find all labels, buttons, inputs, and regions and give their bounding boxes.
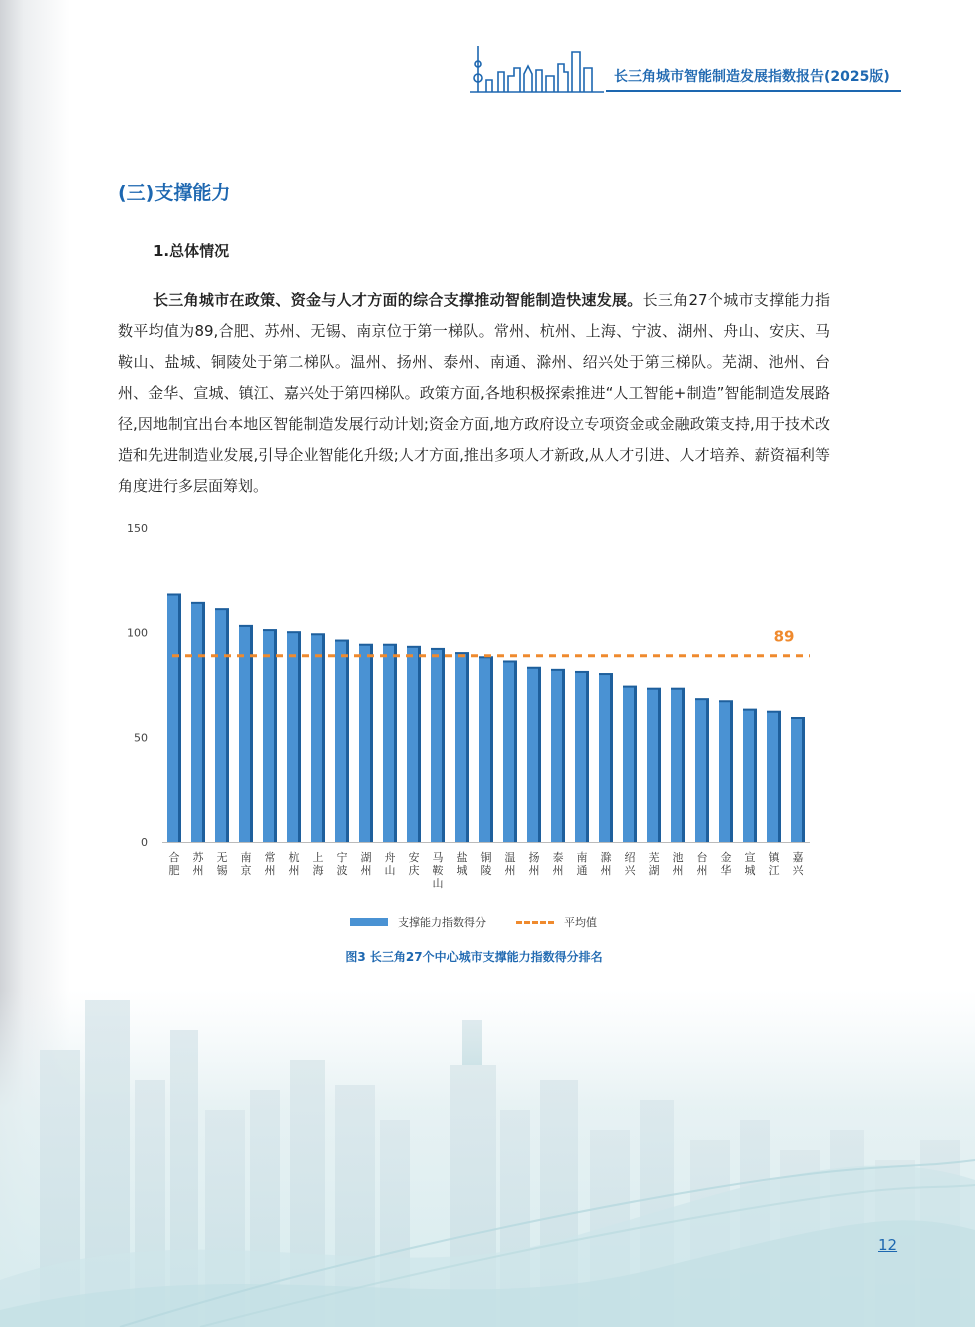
bar-shade xyxy=(658,689,661,842)
bar-shade xyxy=(370,645,373,842)
bar-shade xyxy=(394,645,397,842)
x-tick-label: 海 xyxy=(312,864,324,877)
bar-top xyxy=(743,709,757,711)
lead-sentence: 长三角城市在政策、资金与人才方面的综合支撑推动智能制造快速发展。 xyxy=(153,291,643,309)
x-tick-label: 湖 xyxy=(360,851,372,864)
bar-shade xyxy=(274,631,277,842)
x-tick-label: 城 xyxy=(744,864,756,877)
x-tick-label: 台 xyxy=(696,851,708,864)
y-tick-label: 50 xyxy=(134,731,148,745)
x-tick-label: 鞍 xyxy=(432,864,444,877)
x-tick-label: 安 xyxy=(408,851,420,864)
body-text: 长三角27个城市支撑能力指数平均值为89,合肥、苏州、无锡、南京位于第一梯队。常州、杭州、上海、宁波、湖州、舟山、安庆、马鞍山、盐城、铜陵处于第二梯队。温州、扬州、泰州、南通、滁州、绍兴处于第三梯队。芜湖、池州、台州、金华、宣城、镇江、嘉兴处于第四梯队。政策方面,各地积极探索推进“人工智能+制造”智能制造发展路径,因地制宜出台本地区智能制造发展行动计划;资金方面,地方政府设立专项资金或金融政策支持,用于技术改造和先进制造业发展,引导企业智能化升级;人才方面,推出多项人才新政,从人才引进、人才培养、薪资福利等角度进行多层面筹划。 xyxy=(118,291,830,495)
x-tick-label: 肥 xyxy=(168,864,180,877)
y-tick-label: 100 xyxy=(127,626,148,640)
x-tick-label: 无 xyxy=(216,851,228,864)
bar-top xyxy=(647,688,661,690)
bar-shade xyxy=(250,626,253,842)
bar-top xyxy=(311,633,325,635)
bar-top xyxy=(623,686,637,688)
x-tick-label: 泰 xyxy=(552,851,564,864)
x-tick-label: 金 xyxy=(720,851,732,864)
bar-top xyxy=(407,646,421,648)
bar-shade xyxy=(562,670,565,842)
x-tick-label: 绍 xyxy=(624,851,636,864)
page-number: 12 xyxy=(878,1236,898,1254)
bar-shade xyxy=(754,710,757,842)
bar-shade xyxy=(538,668,541,842)
x-tick-label: 庆 xyxy=(408,864,420,877)
body-paragraph xyxy=(118,285,830,502)
bar-shade xyxy=(802,718,805,842)
x-tick-label: 宣 xyxy=(744,851,756,864)
x-tick-label: 江 xyxy=(768,864,780,877)
bar-top xyxy=(503,660,517,662)
x-tick-label: 州 xyxy=(672,864,684,877)
bar-top xyxy=(359,644,373,646)
legend-bar-swatch xyxy=(350,918,388,926)
x-tick-label: 苏 xyxy=(192,851,204,864)
bar-top xyxy=(335,640,349,642)
x-tick-label: 常 xyxy=(264,851,276,864)
x-tick-label: 上 xyxy=(312,851,324,864)
x-tick-label: 宁 xyxy=(336,851,348,864)
bar-top xyxy=(383,644,397,646)
bar-top xyxy=(431,648,445,650)
bar-top xyxy=(791,717,805,719)
x-tick-label: 州 xyxy=(360,864,372,877)
bar-shade xyxy=(346,641,349,842)
header-divider xyxy=(606,90,901,92)
x-tick-label: 州 xyxy=(696,864,708,877)
x-tick-label: 通 xyxy=(576,864,588,877)
bar-top xyxy=(263,629,277,631)
x-tick-label: 城 xyxy=(456,864,468,877)
x-tick-label: 池 xyxy=(672,851,684,864)
x-tick-label: 南 xyxy=(240,851,252,864)
figure-caption: 图3 长三角27个中心城市支撑能力指数得分排名 xyxy=(345,950,603,964)
bar-shade xyxy=(298,633,301,842)
x-tick-label: 波 xyxy=(336,864,348,877)
bar-top xyxy=(239,625,253,627)
x-tick-label: 南 xyxy=(576,851,588,864)
bar-top xyxy=(215,608,229,610)
x-tick-label: 镇 xyxy=(768,851,780,864)
bar-top xyxy=(527,667,541,669)
x-tick-label: 州 xyxy=(288,864,300,877)
city-skyline-background xyxy=(0,990,975,1327)
bar-shade xyxy=(586,672,589,842)
bar-shade xyxy=(466,654,469,842)
bar-shade xyxy=(682,689,685,842)
x-tick-label: 盐 xyxy=(456,851,468,864)
y-tick-label: 0 xyxy=(141,836,148,849)
bar-top xyxy=(599,673,613,675)
x-tick-label: 州 xyxy=(552,864,564,877)
legend-dash-swatch xyxy=(516,921,554,924)
section-title: (三)支撑能力 xyxy=(118,182,231,204)
bar-shade xyxy=(226,610,229,842)
x-tick-label: 京 xyxy=(240,864,252,877)
bar-shade xyxy=(730,702,733,842)
x-tick-label: 杭 xyxy=(288,851,300,864)
x-tick-label: 合 xyxy=(168,851,180,864)
bar-shade xyxy=(634,687,637,842)
x-tick-label: 山 xyxy=(432,877,444,890)
bar-shade xyxy=(442,649,445,842)
x-tick-label: 华 xyxy=(720,864,732,877)
x-tick-label: 扬 xyxy=(528,851,540,864)
x-tick-label: 兴 xyxy=(624,864,636,877)
bar-top xyxy=(767,711,781,713)
bar-top xyxy=(695,698,709,700)
x-tick-label: 嘉 xyxy=(792,851,804,864)
legend-label-average: 平均值 xyxy=(564,916,597,929)
bar-top xyxy=(671,688,685,690)
x-tick-label: 州 xyxy=(528,864,540,877)
bar-top xyxy=(719,700,733,702)
skyline-logo-icon xyxy=(468,42,606,96)
x-tick-label: 山 xyxy=(384,864,396,877)
bar-top xyxy=(455,652,469,654)
bar-top xyxy=(575,671,589,673)
bar-shade xyxy=(490,658,493,842)
x-tick-label: 芜 xyxy=(648,851,660,864)
support-capability-bar-chart xyxy=(110,515,850,915)
x-tick-label: 兴 xyxy=(792,864,804,877)
x-tick-label: 温 xyxy=(504,851,516,864)
bar-top xyxy=(287,631,301,633)
subsection-heading: 1.总体情况 xyxy=(153,242,230,260)
x-tick-label: 州 xyxy=(192,864,204,877)
bar-shade xyxy=(178,595,181,842)
bar-shade xyxy=(322,635,325,842)
bar-shade xyxy=(418,647,421,842)
report-title: 长三角城市智能制造发展指数报告(2025版) xyxy=(614,69,890,85)
legend-label-score: 支撑能力指数得分 xyxy=(398,916,486,929)
bar-shade xyxy=(778,712,781,842)
x-tick-label: 锡 xyxy=(216,864,228,877)
x-tick-label: 舟 xyxy=(384,851,396,864)
x-tick-label: 州 xyxy=(504,864,516,877)
x-tick-label: 马 xyxy=(432,851,444,864)
bar-shade xyxy=(514,662,517,842)
x-tick-label: 州 xyxy=(264,864,276,877)
x-tick-label: 滁 xyxy=(600,851,612,864)
bar-top xyxy=(167,593,181,595)
bar-shade xyxy=(610,675,613,842)
x-tick-label: 陵 xyxy=(480,864,492,877)
y-tick-label: 150 xyxy=(127,522,148,535)
bar-shade xyxy=(706,700,709,842)
x-tick-label: 铜 xyxy=(480,851,492,864)
x-tick-label: 州 xyxy=(600,864,612,877)
average-value-label: 89 xyxy=(773,627,795,646)
bar-top xyxy=(551,669,565,671)
bar-top xyxy=(191,602,205,604)
x-tick-label: 湖 xyxy=(648,864,660,877)
bar-shade xyxy=(202,603,205,842)
